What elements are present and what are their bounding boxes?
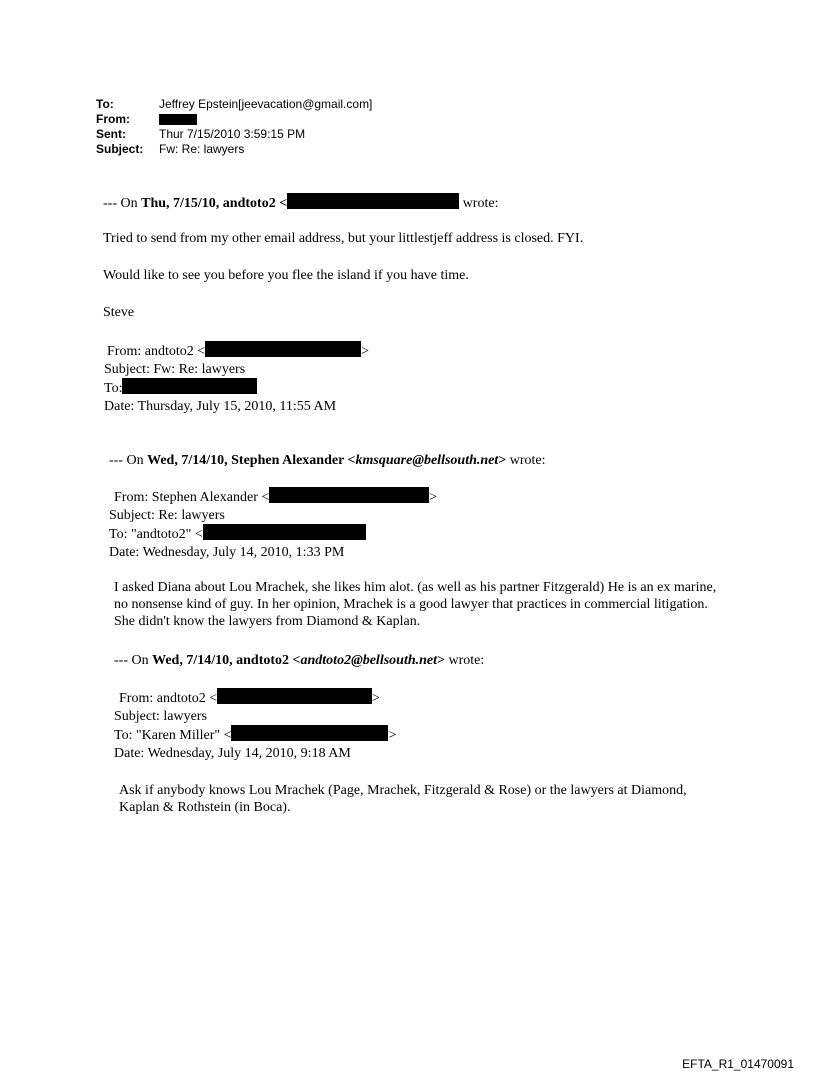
intro-bracket: > xyxy=(437,653,445,668)
msg3-date: Date: Wednesday, July 14, 2010, 9:18 AM xyxy=(114,745,351,761)
msg2-to xyxy=(109,524,437,544)
to-label: To: xyxy=(96,97,114,111)
msg3-from xyxy=(114,688,396,708)
intro-prefix: --- On xyxy=(103,196,142,211)
redaction-box xyxy=(287,193,459,209)
intro-suffix: wrote: xyxy=(445,653,485,668)
header-to-row xyxy=(96,97,372,112)
msg2-intro xyxy=(109,453,546,469)
msg3-to-end: > xyxy=(388,728,397,743)
fwd1-to xyxy=(104,378,369,398)
fwd1-from-end: > xyxy=(361,344,370,359)
subject-value: Fw: Re: lawyers xyxy=(159,142,245,156)
sent-value: Thur 7/15/2010 3:59:15 PM xyxy=(159,127,306,141)
header-subject-row xyxy=(96,142,372,157)
redaction-box xyxy=(217,688,372,704)
subject-label: Subject: xyxy=(96,142,144,156)
msg1-intro xyxy=(103,193,498,212)
redaction-box xyxy=(205,341,361,357)
msg2-headers xyxy=(109,487,437,561)
redaction-box xyxy=(122,378,257,394)
fwd1-from xyxy=(104,341,369,361)
fwd1-to-text: To: xyxy=(104,381,123,396)
intro-prefix: --- On xyxy=(114,653,153,668)
intro-suffix: wrote: xyxy=(459,196,499,211)
msg2-from xyxy=(109,487,437,507)
msg1-line2: Would like to see you before you flee the island if you have time. xyxy=(103,268,469,283)
header-sent-row xyxy=(96,127,372,142)
fwd1-headers xyxy=(104,341,369,415)
sent-label: Sent: xyxy=(96,127,126,141)
msg2-from-text: From: Stephen Alexander < xyxy=(114,490,270,505)
fwd1-date: Date: Thursday, July 15, 2010, 11:55 AM xyxy=(104,398,337,414)
intro-bracket: > xyxy=(498,453,507,468)
to-value: Jeffrey Epstein[jeevacation@gmail.com] xyxy=(159,97,373,111)
msg2-from-end: > xyxy=(429,490,438,505)
intro-email: andtoto2@bellsouth.net xyxy=(300,653,438,668)
header-from-row xyxy=(96,112,372,127)
msg2-subject: Subject: Re: lawyers xyxy=(109,507,225,523)
intro-sender: Thu, 7/15/10, andtoto2 < xyxy=(141,196,288,211)
msg3-body: Ask if anybody knows Lou Mrachek (Page, Mrachek, Fitzgerald & Rose) or the lawyers at Diamond, Kaplan & Rothstein (in Boca). xyxy=(119,783,687,815)
intro-sender: Wed, 7/14/10, andtoto2 < xyxy=(152,653,301,668)
msg2-date: Date: Wednesday, July 14, 2010, 1:33 PM xyxy=(109,544,345,560)
msg3-headers xyxy=(114,688,396,762)
fwd1-from-text: From: andtoto2 < xyxy=(107,344,206,359)
intro-suffix: wrote: xyxy=(506,453,546,468)
msg3-to xyxy=(114,725,396,745)
msg1-signature: Steve xyxy=(103,305,135,320)
intro-email: kmsquare@bellsouth.net xyxy=(355,453,499,468)
msg3-to-text: To: "Karen Miller" < xyxy=(114,728,232,743)
document-id: EFTA_R1_01470091 xyxy=(682,1057,794,1071)
email-header xyxy=(96,97,372,157)
fwd1-subject: Subject: Fw: Re: lawyers xyxy=(104,361,246,377)
from-label: From: xyxy=(96,112,130,126)
msg2-body: I asked Diana about Lou Mrachek, she likes him alot. (as well as his partner Fitzgerald) He is an ex marine, no nonsense kind of guy. In her opinion, Mrachek is a good lawyer that practices in commercial litigation. She didn't know the lawyers from Diamond & Kaplan. xyxy=(114,580,717,629)
msg2-to-text: To: "andtoto2" < xyxy=(109,527,203,542)
msg1-line1: Tried to send from my other email address, but your littlestjeff address is closed. FYI. xyxy=(103,231,584,246)
msg3-subject: Subject: lawyers xyxy=(114,708,207,724)
redaction-box xyxy=(159,114,197,125)
redaction-box xyxy=(231,725,388,741)
msg3-from-text: From: andtoto2 < xyxy=(119,691,218,706)
intro-prefix: --- On xyxy=(109,453,148,468)
redaction-box xyxy=(269,487,429,503)
msg3-from-end: > xyxy=(372,691,381,706)
msg3-intro xyxy=(114,653,484,669)
redaction-box xyxy=(203,524,366,540)
intro-sender: Wed, 7/14/10, Stephen Alexander < xyxy=(147,453,356,468)
